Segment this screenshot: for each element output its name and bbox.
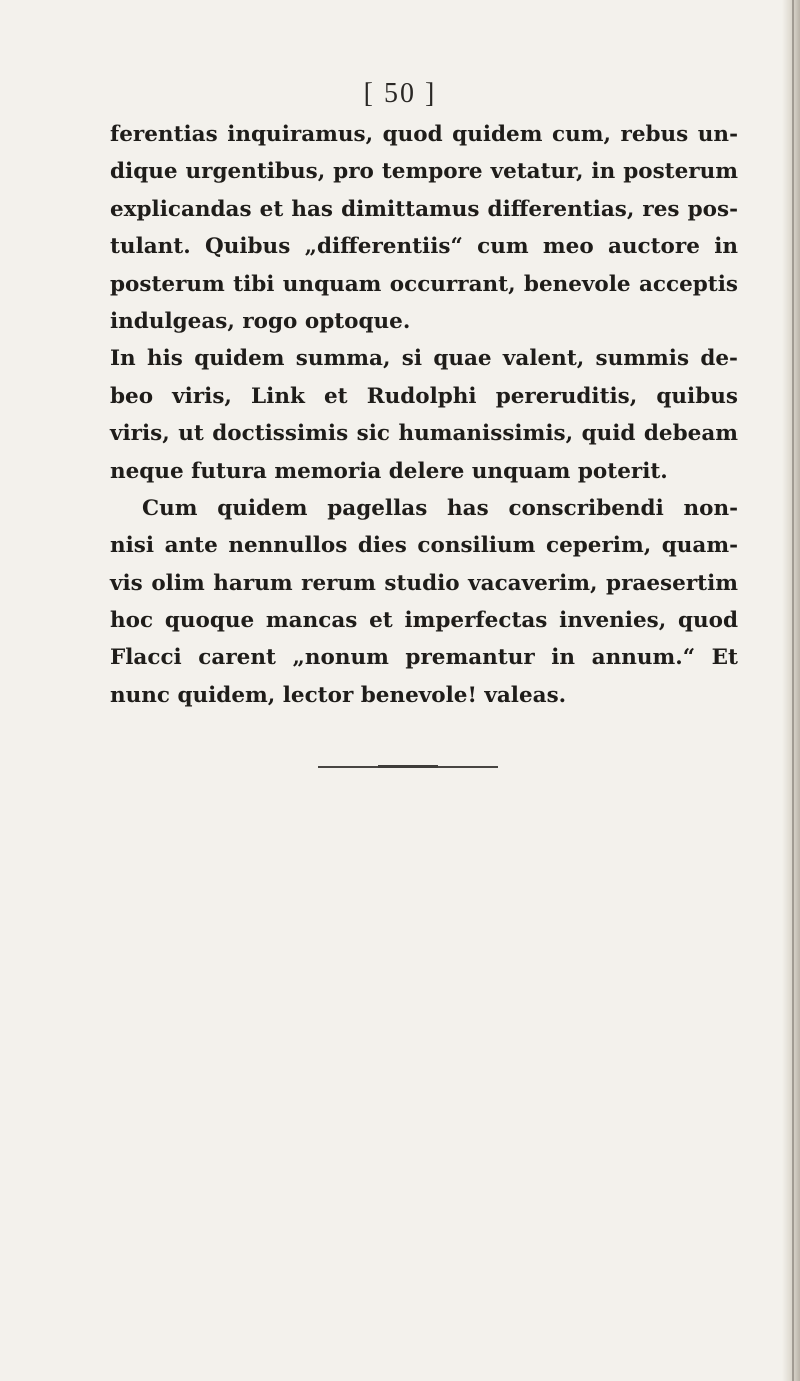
text-line-5: posterum tibi unquam occurrant, benevole acceptis [110, 271, 738, 297]
text-line-6: indulgeas, rogo optoque. [110, 308, 411, 334]
text-line-15: Flacci carent „nonum premantur in annum.“ Et [110, 645, 738, 671]
text-line-14: hoc quoque mancas et imperfectas invenies, quod [110, 608, 738, 634]
body-text [110, 116, 750, 714]
text-line-13: vis olim harum rerum studio vacaverim, praesertim [110, 570, 738, 596]
text-line-3: explicandas et has dimittamus differentias, res pos- [110, 196, 738, 222]
page-number: [ 50 ] [363, 78, 437, 109]
page-edge-shadow [782, 0, 800, 1381]
end-rule [318, 766, 498, 768]
page-edge-line [792, 0, 794, 1381]
text-line-16: nunc quidem, lector benevole! valeas. [110, 682, 567, 708]
text-line-12: nisi ante nennullos dies consilium ceperim, quam- [110, 533, 738, 559]
text-line-8: beo viris, Link et Rudolphi pereruditis, quibus [110, 383, 738, 409]
text-line-10: neque futura memoria delere unquam poterit. [110, 458, 668, 484]
text-line-1: ferentias inquiramus, quod quidem cum, rebus un- [110, 122, 738, 147]
text-line-2: dique urgentibus, pro tempore vetatur, in posterum [110, 159, 738, 185]
text-line-9: viris, ut doctissimis sic humanissimis, quid debeam [110, 421, 738, 447]
text-line-4: tulant. Quibus „differentiis“ cum meo auctore in [110, 234, 738, 260]
text-line-7: In his quidem summa, si quae valent, summis de- [110, 346, 738, 372]
text-line-11: Cum quidem pagellas has conscribendi non- [142, 495, 738, 521]
